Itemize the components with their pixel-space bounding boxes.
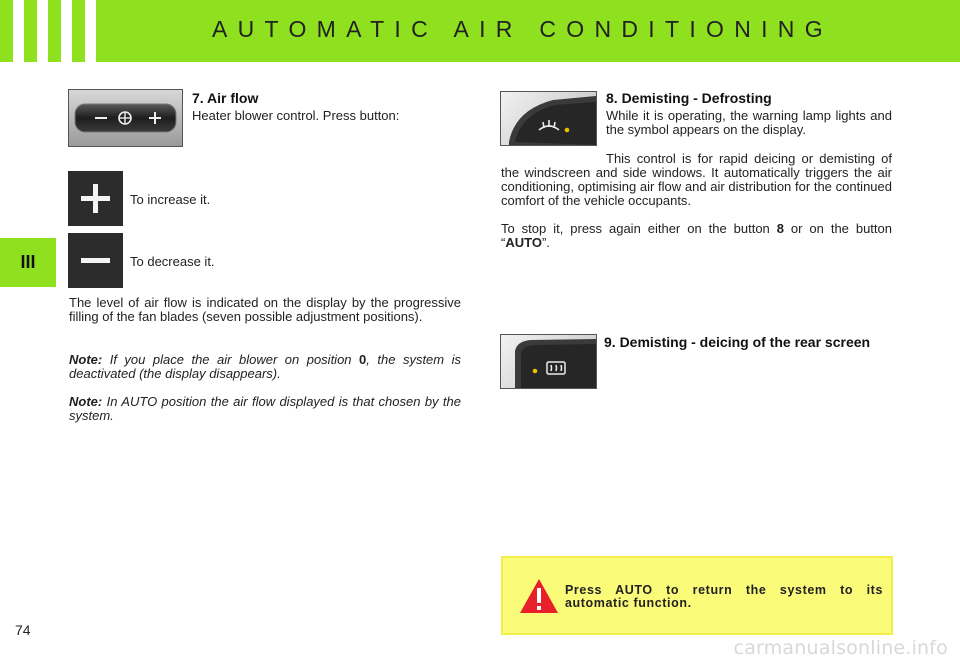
front-defrost-button-photo [500, 91, 597, 146]
header-bar [0, 0, 960, 62]
stop-text: ”. [541, 235, 550, 250]
watermark: carmanualsonline.info [733, 637, 948, 659]
header-stripe [37, 0, 48, 62]
auto-label: AUTO [505, 235, 542, 250]
section-title-rear-screen: 9. Demisting - deicing of the rear screen [604, 334, 871, 350]
rear-defrost-button-photo [500, 334, 597, 389]
note-text: In AUTO position the air flow displayed is that chosen by the system. [69, 394, 461, 423]
plus-icon [68, 171, 123, 226]
note-auto-position [69, 395, 461, 423]
section-title-air-flow: 7. Air flow [192, 90, 259, 106]
blower-control-photo [68, 89, 183, 147]
chapter-tab [0, 238, 56, 287]
chapter-tab-label: III [20, 252, 36, 272]
stop-text: or on the button “ [501, 221, 892, 250]
demisting-stop-text [501, 222, 892, 250]
header-stripe [13, 0, 24, 62]
decrease-button-image [68, 233, 123, 288]
header-stripe [85, 0, 96, 62]
air-flow-subtitle: Heater blower control. Press button: [192, 108, 400, 123]
page-title: AUTOMATIC AIR CONDITIONING [212, 16, 833, 42]
note-text: , the system is deactivated (the display disappears). [69, 352, 461, 381]
header-stripe [61, 0, 72, 62]
demisting-description-text: This control is for rapid deicing or demisting of the windscreen and side windows. It automatically triggers the air conditioning, optimising air flow and air distribution for the continued comfort of the vehicle occupants. [501, 151, 892, 208]
air-flow-level-text: The level of air flow is indicated on the display by the progressive filling of the fan blades (seven possible adjustment positions). [69, 295, 461, 324]
warning-callout [501, 556, 893, 635]
decrease-label: To decrease it. [130, 254, 215, 269]
page-number: 74 [15, 622, 31, 638]
rear-defrost-illustration [501, 335, 596, 388]
increase-button-image [68, 171, 123, 226]
warning-triangle-icon [519, 578, 559, 614]
note-label: Note: [69, 352, 103, 367]
note-text: If you place the air blower on position [102, 352, 360, 367]
note-label: Note: [69, 394, 103, 409]
stop-text: To stop it, press again either on the button [501, 221, 777, 236]
minus-icon [68, 233, 123, 288]
blower-control-illustration [69, 90, 182, 146]
section-title-demisting: 8. Demisting - Defrosting [606, 90, 772, 106]
note-position-zero [69, 353, 461, 381]
note-position-value: 0 [359, 352, 367, 367]
warning-lamp-icon [565, 128, 570, 133]
button-number: 8 [776, 221, 784, 236]
warning-text: Press AUTO to return the system to its automatic function. [565, 583, 883, 610]
front-defrost-illustration [501, 92, 596, 145]
warning-lamp-icon [533, 369, 538, 374]
demisting-operation-text: While it is operating, the warning lamp lights and the symbol appears on the display. [606, 108, 892, 137]
increase-label: To increase it. [130, 192, 211, 207]
